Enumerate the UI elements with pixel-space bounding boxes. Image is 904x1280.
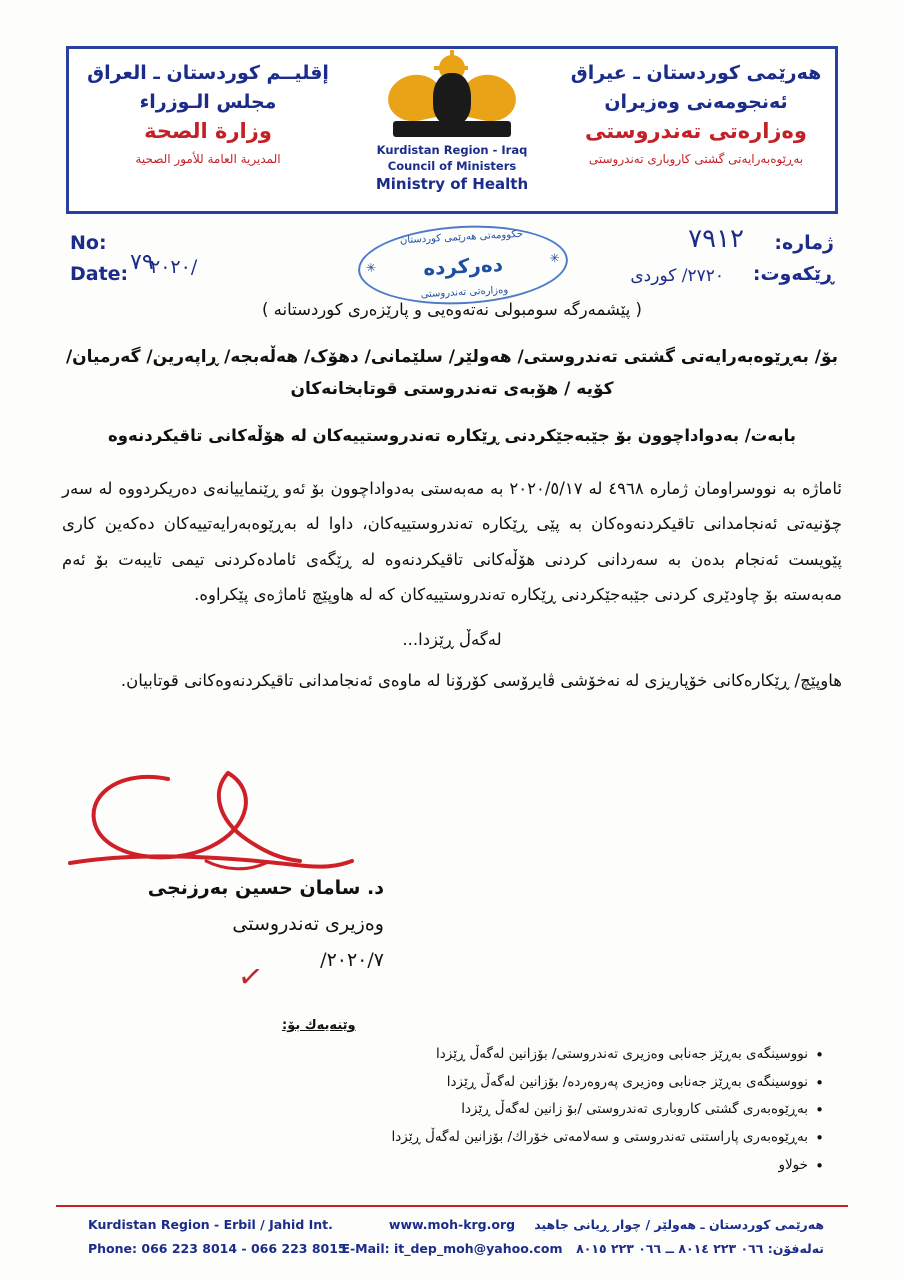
letterhead-ar-line2: مجلس الـوزراء — [139, 90, 277, 113]
stamp-star-left-icon: ✳ — [365, 260, 377, 276]
letterhead-ar-line3: وزارة الصحة — [144, 119, 272, 143]
footer-address-en: Kurdistan Region - Erbil / Jahid Int. — [88, 1217, 333, 1232]
body-paragraph-2: هاوپێچ/ ڕێکارەکانی خۆپاریزی لە نەخۆشی ڤایرۆسی کۆرۆنا لە ماوەی ئەنجامدانی تاقیکردنەوەکانی قوتابیان. — [120, 671, 842, 691]
letterhead-ku-line3: وەزارەتی تەندروستی — [585, 119, 807, 143]
letterhead-kurdish-column — [565, 59, 827, 166]
regards-line: لەگەڵ ڕێزدا... — [402, 630, 502, 650]
body-paragraph-1: ئاماژە بە نووسراومان ژمارە ٤٩٦٨ لە ٢٠٢٠/٥/١٧ بە مەبەستی بەدواداچوون بۆ ئەو ڕێنماییانەی دەریکردووە لە سەر چۆنیەتی ئەنجامدانی تاقیکردنەوەکان بە پێی ڕێکارە تەندروستییەکان، داوا لە بەڕێوەبەرایەتییەکان دەکەین کاری پێویست ئەنجام بدەن بە سەردانی کردنی هۆڵەکانی تاقیکردنەوە لە ڕێگەی ئامادەکردنی تیمی تایبەت بۆ ئەم مەبەستە بۆ چاودێری کردنی جێبەجێکردنی ڕێکارە تەندروستییەکان کە لە هاوپێچ ئاماژەی پێکراوە. — [62, 478, 842, 604]
stamp-bottom-text: وەزارەتی تەندروستی — [420, 284, 509, 301]
footer-phone-ku: تەلەفۆن: ٠٦٦ ٢٢٣ ٨٠١٤ ــ ٠٦٦ ٢٢٣ ٨٠١٥ — [576, 1240, 824, 1256]
letterhead-ku-line1: هەرێمی کوردستان ـ عیراق — [570, 62, 822, 84]
meta-right-block — [753, 228, 834, 291]
cc-block — [282, 1018, 842, 1179]
signer-title: وەزیری تەندروستی — [232, 913, 384, 936]
date-label: Date: — [70, 263, 129, 286]
ministry-emblem — [342, 55, 562, 194]
letterhead-box — [66, 46, 838, 214]
footer-left — [88, 1213, 347, 1261]
number-value: ٧٩١٢ — [688, 224, 744, 254]
signer-name: د. سامان حسین بەرزنجی — [147, 877, 384, 899]
letterhead-ku-line4: بەڕێوەبەرایەتی گشتی کاروباری تەندروستی — [588, 151, 804, 166]
dept-reference-value: ٢٧٢٠/ کوردی — [630, 266, 724, 286]
letterhead-ar-line1: إقليــم كوردستان ـ العراق — [87, 62, 329, 84]
recipient-line: بۆ/ بەڕێوەبەرایەتی گشتی تەندروستی/ هەولێر/ سلێمانی/ دهۆک/ هەڵەبجە/ ڕاپەرین/ گەرمیان/ کۆیە / هۆبەی تەندروستی قوتابخانەکان — [65, 347, 839, 400]
footer-website[interactable]: www.moh-krg.org — [388, 1217, 516, 1232]
letterhead-ku-line2: ئەنجومەنی وەزیران — [604, 90, 788, 113]
letterhead-arabic-column — [77, 59, 339, 166]
check-mark-icon: ✓ — [235, 958, 266, 997]
list-item: • بەڕێوەبەری گشتی کاروباری تەندروستی /بۆ زانین لەگەڵ ڕێزدا — [282, 1096, 824, 1124]
footer-right — [534, 1213, 824, 1261]
footer-center — [341, 1213, 562, 1261]
date-value: ٢٠٢٠/ — [150, 256, 198, 278]
eagle-body-icon — [433, 73, 471, 125]
signature-date: ٢٠٢٠/٧/ — [320, 949, 384, 972]
meta-left-block — [70, 228, 128, 291]
list-item: • خولاو — [282, 1152, 824, 1180]
date-label-ku: ڕێکەوت: — [752, 263, 834, 286]
stamp-star-right-icon: ✳ — [549, 250, 561, 266]
signature-block — [148, 870, 384, 978]
emblem-scroll-icon — [393, 121, 511, 137]
emblem-line2: Council of Ministers — [387, 158, 517, 173]
document-body — [62, 300, 842, 699]
subject-line: بابەت/ بەدواداچوون بۆ جێبەجێکردنی ڕێکارە تەندروستییەکان لە هۆڵەکانی تاقیکردنەوە — [108, 425, 796, 445]
letterhead-ar-line4: المديرية العامة للأمور الصحية — [135, 151, 281, 166]
emblem-line1: Kurdistan Region - Iraq — [376, 143, 528, 157]
footer-address-ku: هەرێمی کوردستان ـ هەولێر / چوار ڕیانی جاهید — [534, 1217, 824, 1232]
emblem-line3: Ministry of Health — [375, 175, 529, 194]
stamp-top-text: حکوومەتی هەرێمی کوردستان — [399, 228, 524, 247]
footer-phone-en: Phone: 066 223 8014 - 066 223 8015 — [88, 1240, 347, 1256]
kurdistan-eagle-sun-icon — [388, 55, 516, 141]
no-label: No: — [70, 232, 107, 254]
official-stamp — [356, 221, 570, 310]
slogan-line: ( پێشمەرگە سومبولی نەتەوەیی و پارێزەری کوردستانە ) — [262, 300, 642, 319]
cc-title: وێنەیەك بۆ: — [282, 1018, 356, 1033]
footer — [56, 1213, 848, 1273]
list-item: • بەڕێوەبەری پاراستنی تەندروستی و سەلامەتی خۆراك/ بۆزانین لەگەڵ ڕێزدا — [282, 1124, 824, 1152]
stamp-middle-text: دەرکردە — [422, 251, 504, 281]
number-label-ku: ژمارە: — [774, 232, 834, 254]
footer-divider — [56, 1205, 848, 1207]
list-item: • نووسینگەی بەڕێز جەنابی وەزیری پەروەردە/ بۆزانین لەگەڵ ڕێزدا — [282, 1069, 824, 1097]
footer-email[interactable]: E-Mail: it_dep_moh@yahoo.com — [341, 1240, 563, 1256]
list-item: • نووسینگەی بەڕێز جەنابی وەزیری تەندروستی/ بۆزانین لەگەڵ ڕێزدا — [282, 1041, 824, 1069]
date-handwritten-mark: ٧٩ — [130, 250, 154, 275]
cc-list — [282, 1041, 842, 1179]
emblem-caption — [342, 143, 562, 194]
